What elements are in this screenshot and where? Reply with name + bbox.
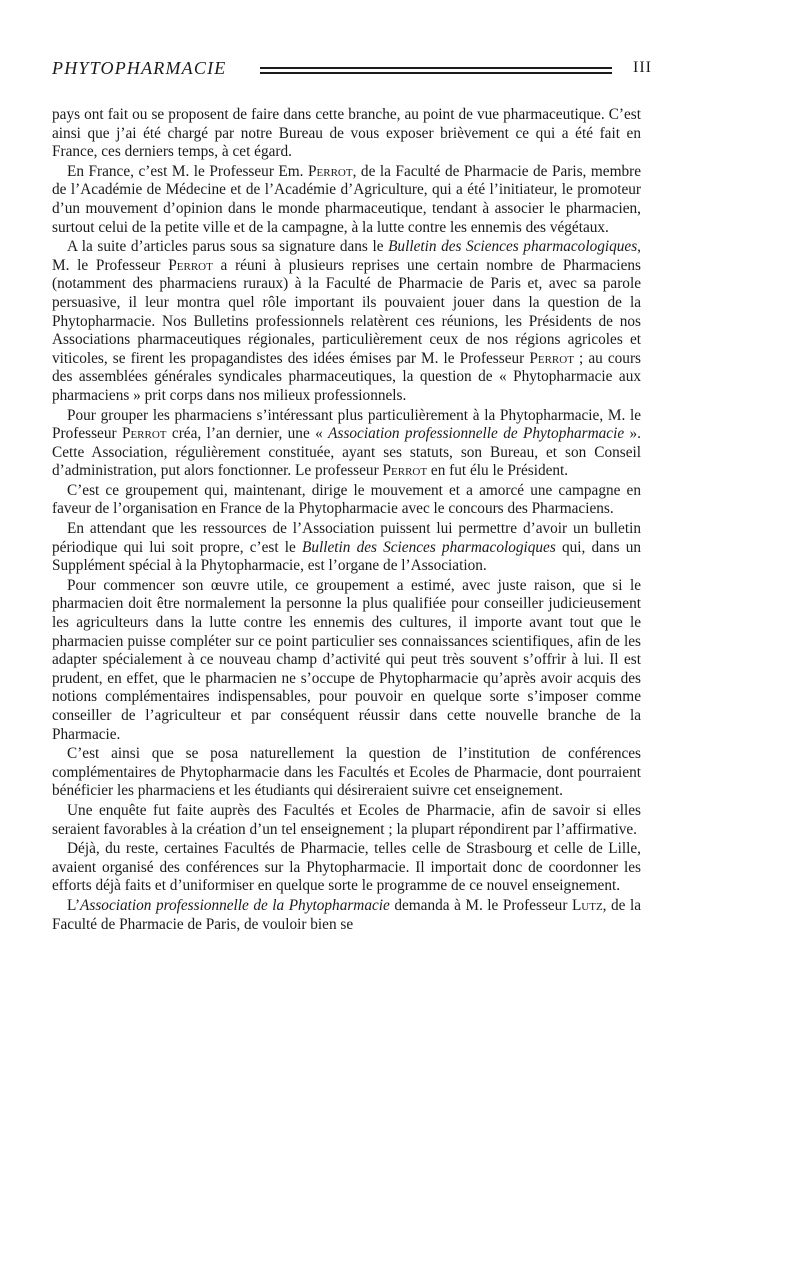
text-run: Déjà, du reste, certaines Facultés de Pharmacie, telles celle de Strasbourg et celle de Lille, avaient organisé des conférences sur la Phytopharmacie. Il importait donc de coordonner les efforts déjà faits et d’uniformiser en quelque sorte le programme de ce nouvel enseignement. [52, 840, 641, 895]
italic-run: Association professionnelle de Phytopharmacie [328, 425, 625, 443]
text-run: créa, l’an dernier, une « [166, 425, 329, 443]
paragraph [52, 577, 641, 744]
text-run: Pour grouper les pharmaciens s’intéressant plus particulièrement à la Phytopharmacie, M. le Professeur [52, 406, 641, 443]
paragraph [52, 897, 641, 934]
small-caps-run: Perrot [168, 256, 213, 274]
header-rule-bottom [260, 72, 612, 74]
paragraph [52, 802, 641, 839]
paragraph [52, 238, 641, 405]
paragraph [52, 520, 641, 576]
header-rule-top [260, 67, 612, 69]
running-title: PHYTOPHARMACIE [52, 58, 227, 78]
text-run: ». Cette Association, régulièrement constituée, ayant ses statuts, son Bureau, et son Conseil d’administration, put alors fonctionner. Le professeur [52, 425, 641, 480]
paragraph [52, 745, 641, 801]
text-run: ; au cours des assemblées générales syndicales pharmaceutiques, la question de « Phytopharmacie aux pharmaciens » prit corps dans nos milieux professionnels. [52, 349, 642, 404]
text-run: C’est ainsi que se posa naturellement la question de l’institution de conférences complémentaires de Phytopharmacie dans les Facultés et Ecoles de Pharmacie, dont pourraient bénéficier les pharmaciens et les étudiants qui désireraient suivre cet enseignement. [52, 745, 641, 800]
paragraph [52, 407, 641, 481]
italic-run: Bulletin des Sciences pharmacologiques [301, 538, 556, 556]
text-run: Pour commencer son œuvre utile, ce groupement a estimé, avec juste raison, que si le pharmacien doit être normalement la personne la plus qualifiée pour conseiller judicieusement les agriculteurs dans la lutte contre les ennemis des cultures, il importe avant tout que le pharmacien puisse compléter sur ce point particulier ses connaissances scientifiques, afin de les adapter spécialement à ce nouveau champ d’activité qui peut très souvent s’offrir à lui. Il est prudent, en effet, que le pharmacien ne s’occupe de Phytopharmacie qu’après avoir acquis des notions complémentaires indispensables, pour pouvoir en quelque sorte s’imposer comme conseiller de l’agriculteur et par conséquent réussir dans cette nouvelle branche de la Pharmacie. [52, 576, 641, 743]
text-run: Une enquête fut faite auprès des Facultés et Ecoles de Pharmacie, afin de savoir si elles seraient favorables à la création d’un tel enseignement ; la plupart répondirent par l’affirmative. [52, 801, 641, 838]
text-run: demanda à M. le Professeur [389, 896, 572, 914]
text-run: En attendant que les ressources de l’Association puissent lui permettre d’avoir un bulletin périodique qui lui soit propre, c’est le [52, 520, 641, 556]
paragraph [52, 482, 641, 519]
page-number: III [633, 59, 652, 76]
text-run: C’est ce groupement qui, maintenant, dirige le mouvement et a amorcé une campagne en faveur de l’organisation en France de la Phytopharmacie avec le concours des Pharmaciens. [52, 481, 641, 518]
small-caps-run: Perrot [529, 349, 574, 367]
text-run: En France, c’est M. le Professeur Em. [67, 162, 309, 180]
small-caps-run: Lutz [571, 896, 603, 914]
paragraph [52, 840, 641, 896]
text-run: A la suite d’articles parus sous sa signature dans le [67, 238, 389, 256]
text-run: qui, dans un Supplément spécial à la Phytopharmacie, est l’organe de l’Association. [52, 538, 641, 575]
small-caps-run: Perrot [121, 425, 167, 443]
small-caps-run: Perrot [308, 162, 353, 180]
text-run: en fut élu le Président. [427, 462, 569, 480]
text-run: L’ [67, 896, 81, 914]
paragraph [52, 106, 641, 162]
paragraph [52, 163, 641, 237]
italic-run: Association professionnelle de la Phytopharmacie [80, 896, 390, 914]
text-run: , de la Faculté de Pharmacie de Paris, de vouloir bien se [52, 896, 641, 933]
italic-run: Bulletin des Sciences pharmacologiques [388, 238, 638, 256]
text-run: pays ont fait ou se proposent de faire dans cette branche, au point de vue pharmaceutique. C’est ainsi que j’ai été chargé par notre Bureau de vous exposer brièvement ce qui a été fait en France, ces derniers temps, à cet égard. [52, 106, 641, 161]
running-header [52, 58, 652, 84]
text-run: , M. le Professeur [52, 238, 641, 274]
text-run: a réuni à plusieurs reprises une certain nombre de Pharmaciens (notamment des pharmaciens ruraux) à la Faculté de Pharmacie de Paris et, avec sa parole persuasive, il leur montra quel rôle important ils pouvaient jouer dans la question de la Phytopharmacie. Nos Bulletins professionnels relatèrent ces réunions, les Présidents de nos Associations pharmaceutiques régionales, particulièrement ceux de nos régions agricoles et viticoles, se firent les propagandistes des idées émises par M. le Professeur [52, 256, 642, 367]
body-text [52, 106, 641, 935]
text-run: , de la Faculté de Pharmacie de Paris, membre de l’Académie de Médecine et de l’Académie d’Agriculture, qui a été l’initiateur, le promoteur d’un mouvement d’opinion dans le monde pharmaceutique, tendant à associer le pharmacien, surtout celui de la petite ville et de la campagne, à la lutte contre les ennemis des végétaux. [52, 162, 641, 236]
small-caps-run: Perrot [382, 462, 428, 480]
